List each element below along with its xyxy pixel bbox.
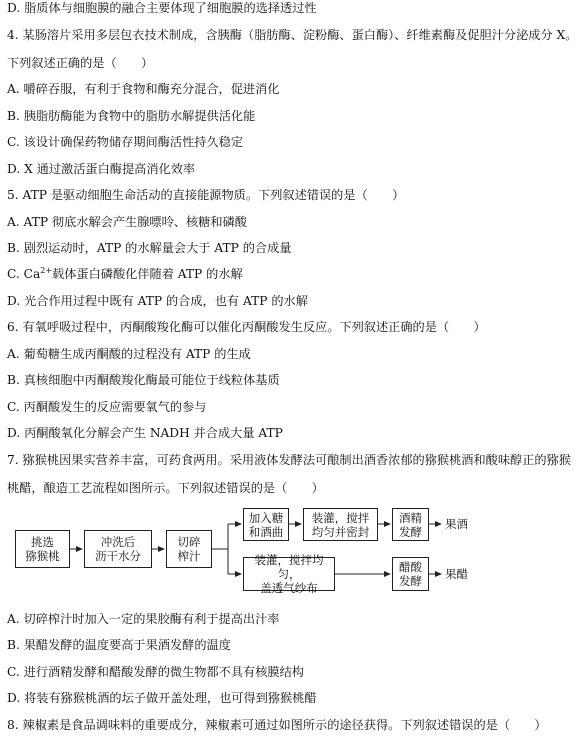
step-select-line1: 挑选	[31, 535, 54, 549]
step-seal-line1: 装灌，搅拌	[311, 510, 370, 525]
step-chop-line1: 切碎	[177, 535, 201, 549]
step-wash-drain	[84, 530, 152, 568]
question-4-prompt: 下列叙述正确的是（ ）	[7, 56, 154, 70]
question-5-option-a: A. ATP 彻底水解会产生腺嘌呤、核糖和磷酸	[7, 215, 247, 229]
output-fruit-wine: 果酒	[445, 517, 468, 531]
output-fruit-vinegar: 果醋	[445, 567, 468, 581]
step-wash-line2: 沥干水分	[95, 549, 141, 563]
step-seal-line2: 均匀并密封	[311, 524, 370, 539]
question-7-option-d: D. 将装有猕猴桃酒的坛子做开盖处理，也可得到猕猴桃醋	[7, 691, 317, 705]
question-7-stem: 7. 猕猴桃因果实营养丰富，可药食两用。采用液体发酵法可酿制出酒香浓郁的猕猴桃酒和酸味醇正的猕猴	[7, 453, 571, 467]
step-add-sugar-yeast	[243, 508, 289, 541]
question-6-option-a: A. 葡萄糖生成丙酮酸的过程没有 ATP 的生成	[7, 347, 251, 361]
question-6-option-c: C. 丙酮酸发生的反应需要氧气的参与	[7, 400, 207, 414]
calcium-charge: 2+	[40, 265, 53, 275]
step-chop-line2: 榨汁	[177, 549, 201, 563]
question-5-option-b: B. 剧烈运动时，ATP 的水解量会大于 ATP 的合成量	[7, 241, 292, 255]
question-6-stem: 6. 有氧呼吸过程中，丙酮酸羧化酶可以催化丙酮酸发生反应。下列叙述正确的是（ ）	[7, 320, 486, 334]
step-sugar-line2: 和酒曲	[248, 524, 284, 539]
step-gauze-line2: 盖透气纱布	[260, 581, 318, 595]
step-acetic-line2: 发酵	[399, 574, 422, 588]
step-sugar-line1: 加入糖	[248, 510, 284, 525]
step-alcohol-fermentation	[392, 508, 429, 541]
step-alcohol-line1: 酒精	[399, 510, 422, 525]
question-7-option-b: B. 果醋发酵的温度要高于果酒发酵的温度	[7, 638, 231, 652]
step-select-kiwi	[15, 530, 70, 568]
step-fill-gauze	[243, 553, 335, 595]
step-gauze-line1: 装灌，搅拌均匀，	[254, 553, 324, 581]
option-c-prefix: C. Ca	[7, 267, 41, 281]
question-4-option-c: C. 该设计确保药物储存期间酶活性持久稳定	[7, 135, 244, 149]
question-8-stem: 8. 辣椒素是食品调味料的重要成分，辣椒素可通过如图所示的途径获得。下列叙述错误的是（ ）	[7, 718, 547, 732]
step-select-line2: 猕猴桃	[25, 549, 60, 563]
step-acetic-fermentation	[392, 557, 429, 591]
question-7-option-c: C. 进行酒精发酵和醋酸发酵的微生物都不具有核膜结构	[7, 665, 304, 679]
question-5-option-d: D. 光合作用过程中既有 ATP 的合成，也有 ATP 的水解	[7, 294, 308, 308]
question-7-prompt: 桃醋，酿造工艺流程如图所示。下列叙述错误的是（ ）	[7, 481, 324, 495]
question-5-stem: 5. ATP 是驱动细胞生命活动的直接能源物质。下列叙述错误的是（ ）	[7, 188, 405, 202]
step-acetic-line1: 醋酸	[399, 560, 422, 574]
option-c-rest: 载体蛋白磷酸化伴随着 ATP 的水解	[52, 267, 243, 281]
step-wash-line1: 冲洗后	[100, 535, 136, 549]
step-fill-seal	[303, 508, 378, 541]
question-6-option-b: B. 真核细胞中丙酮酸羧化酶最可能位于线粒体基质	[7, 373, 280, 387]
step-chop-juice	[166, 530, 212, 568]
step-alcohol-line2: 发酵	[399, 524, 422, 539]
question-7-option-a: A. 切碎榨汁时加入一定的果胶酶有利于提高出汁率	[7, 612, 280, 626]
question-4-option-b: B. 胰脂肪酶能为食物中的脂肪水解提供活化能	[7, 109, 256, 123]
question-4-option-a: A. 嚼碎吞服，有利于食物和酶充分混合，促进消化	[7, 82, 280, 96]
question-4-stem: 4. 某肠溶片采用多层包衣技术制成，含胰酶（脂肪酶、淀粉酶、蛋白酶）、纤维素酶及促胆汁分泌成分 X。	[7, 28, 578, 42]
option-d-q3: D. 脂质体与细胞膜的融合主要体现了细胞膜的选择透过性	[7, 1, 317, 15]
question-6-option-d: D. 丙酮酸氧化分解会产生 NADH 并合成大量 ATP	[7, 426, 283, 440]
question-4-option-d: D. X 通过激活蛋白酶提高消化效率	[7, 162, 196, 176]
